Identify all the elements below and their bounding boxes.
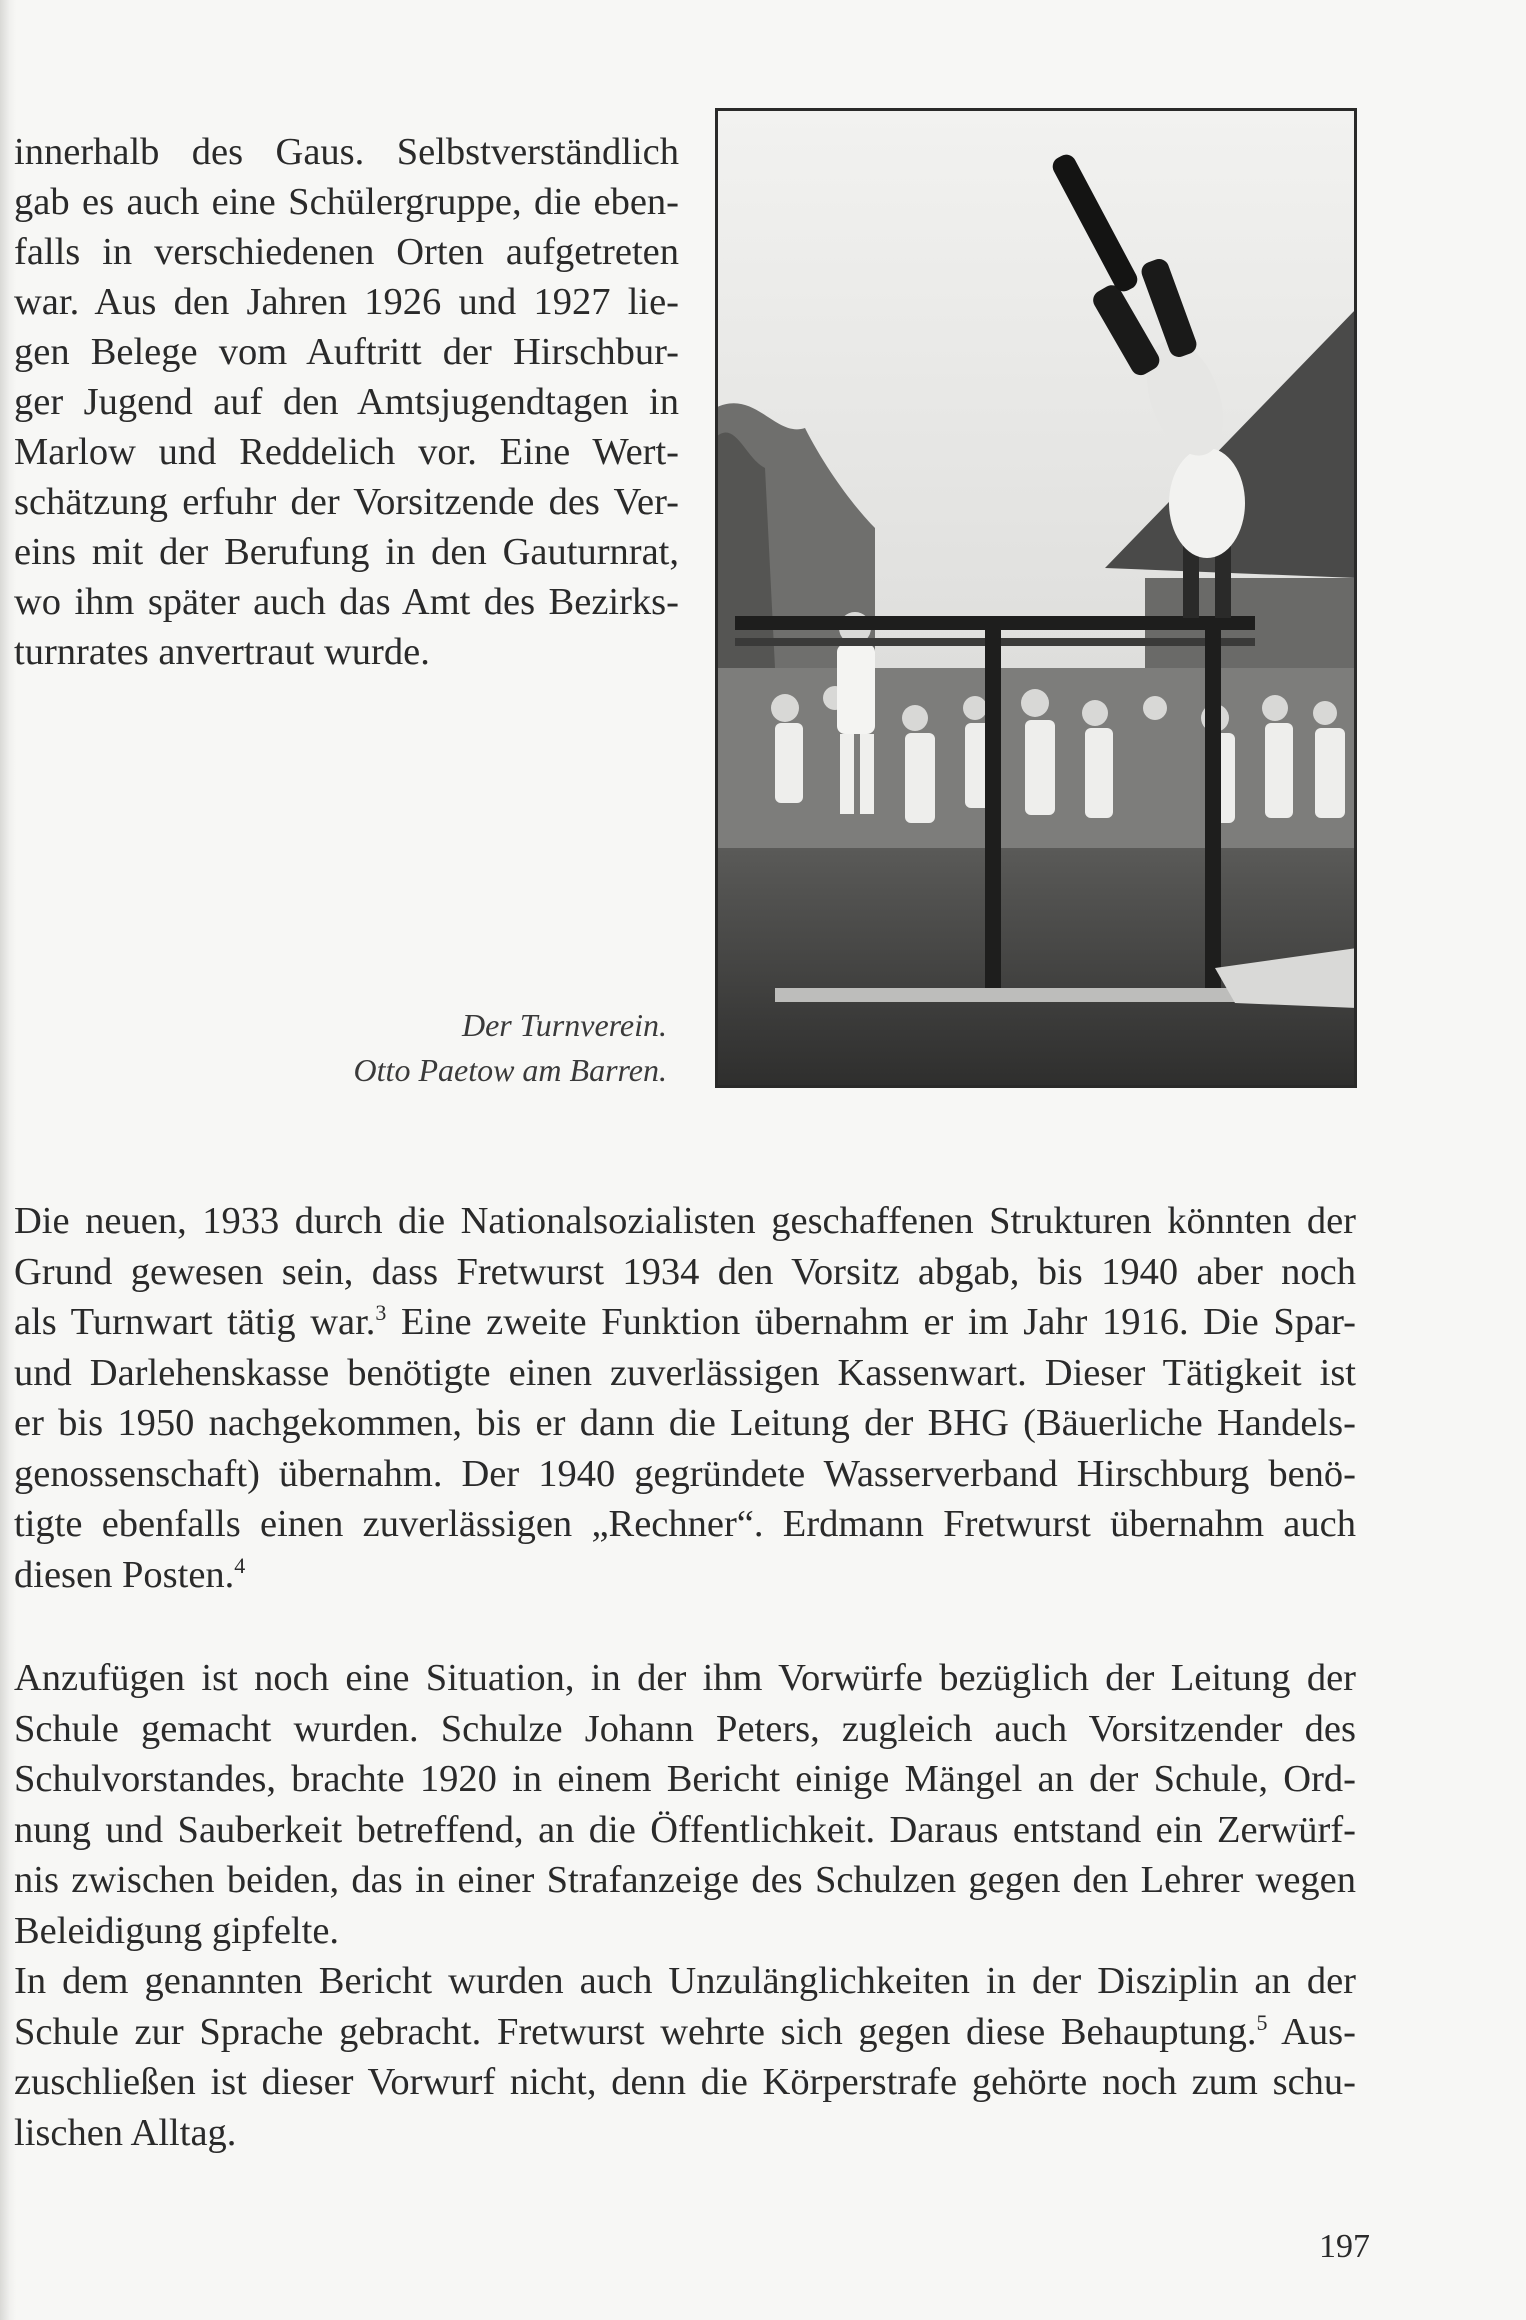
text-line: genossenschaft) übernahm. Der 1940 gegründete Wasserverband Hirschburg benö- [14, 1452, 1356, 1495]
text-line [14, 1550, 1356, 1601]
text-segment: als Turnwart tätig war. [14, 1301, 376, 1343]
text-line: war. Aus den Jahren 1926 und 1927 lie- [14, 281, 679, 323]
footnote-marker-4: 4 [234, 1552, 246, 1578]
gymnast-photo [715, 108, 1357, 1088]
text-line: innerhalb des Gaus. Selbstverständlich [14, 131, 679, 173]
text-line: zuschließen ist dieser Vorwurf nicht, denn die Körperstrafe gehörte noch zum schu- [14, 2061, 1356, 2103]
text-line: In dem genannten Bericht wurden auch Unzulänglichkeiten in der Disziplin an der [14, 1960, 1356, 2002]
paragraph-2 [14, 1653, 1356, 2158]
photo-illustration [715, 108, 1357, 1088]
footnote-marker-3: 3 [375, 1300, 387, 1325]
text-line: Schulvorstandes, brachte 1920 in einem Bericht einige Mängel an der Schule, Ord- [14, 1758, 1356, 1800]
text-line: schätzung erfuhr der Vorsitzende des Ver- [14, 481, 679, 523]
text-line: Schule gemacht wurden. Schulze Johann Peters, zugleich auch Vorsitzender des [14, 1707, 1356, 1750]
caption-line-1: Der Turnverein. [461, 1007, 667, 1043]
text-segment: Eine zweite Funktion übernahm er im Jahr 1916. Die Spar- [386, 1301, 1356, 1343]
text-line: er bis 1950 nachgekommen, bis er dann die Leitung der BHG (Bäuerliche Handels- [14, 1402, 1356, 1444]
text-line: lischen Alltag. [14, 2111, 237, 2154]
footnote-marker-5: 5 [1256, 2009, 1268, 2035]
text-line: Beleidigung gipfelte. [14, 1909, 340, 1952]
text-line: nung und Sauberkeit betreffend, an die Öffentlichkeit. Daraus entstand ein Zerwürf- [14, 1808, 1356, 1851]
text-line: wo ihm später auch das Amt des Bezirks- [14, 581, 679, 623]
text-line: Marlow und Reddelich vor. Eine Wert- [14, 431, 679, 473]
text-line: eins mit der Berufung in den Gauturnrat, [14, 531, 679, 573]
text-line: und Darlehenskasse benötigte einen zuverlässigen Kassenwart. Dieser Tätigkeit ist [14, 1351, 1356, 1394]
text-segment: Schule zur Sprache gebracht. Fretwurst wehrte sich gegen diese Behauptung. [14, 2010, 1257, 2053]
text-line: ger Jugend auf den Amtsjugendtagen in [14, 381, 679, 423]
paragraph-1 [14, 1196, 1356, 1600]
intro-paragraph [14, 127, 679, 677]
text-line: Grund gewesen sein, dass Fretwurst 1934 den Vorsitz abgab, bis 1940 aber noch [14, 1250, 1356, 1293]
photo-caption [300, 1003, 667, 1093]
text-line: Die neuen, 1933 durch die Nationalsozialisten geschaffenen Strukturen könnten der [14, 1200, 1356, 1242]
text-line: gab es auch eine Schülergruppe, die eben- [14, 181, 679, 223]
text-line: turnrates anvertraut wurde. [14, 631, 430, 673]
text-segment: diesen Posten. [14, 1553, 235, 1596]
page-number: 197 [1319, 2228, 1370, 2265]
text-line: nis zwischen beiden, das in einer Strafanzeige des Schulzen gegen den Lehrer wegen [14, 1859, 1356, 1901]
caption-line-2: Otto Paetow am Barren. [353, 1052, 667, 1088]
text-line: gen Belege vom Auftritt der Hirschbur- [14, 331, 679, 373]
text-line [14, 1297, 1356, 1348]
text-segment: Aus- [1267, 2010, 1356, 2053]
text-line: tigte ebenfalls einen zuverlässigen „Rechner“. Erdmann Fretwurst übernahm auch [14, 1503, 1356, 1545]
text-line: Anzufügen ist noch eine Situation, in der ihm Vorwürfe bezüglich der Leitung der [14, 1657, 1356, 1699]
text-line [14, 2007, 1356, 2058]
text-line: falls in verschiedenen Orten aufgetreten [14, 231, 679, 273]
